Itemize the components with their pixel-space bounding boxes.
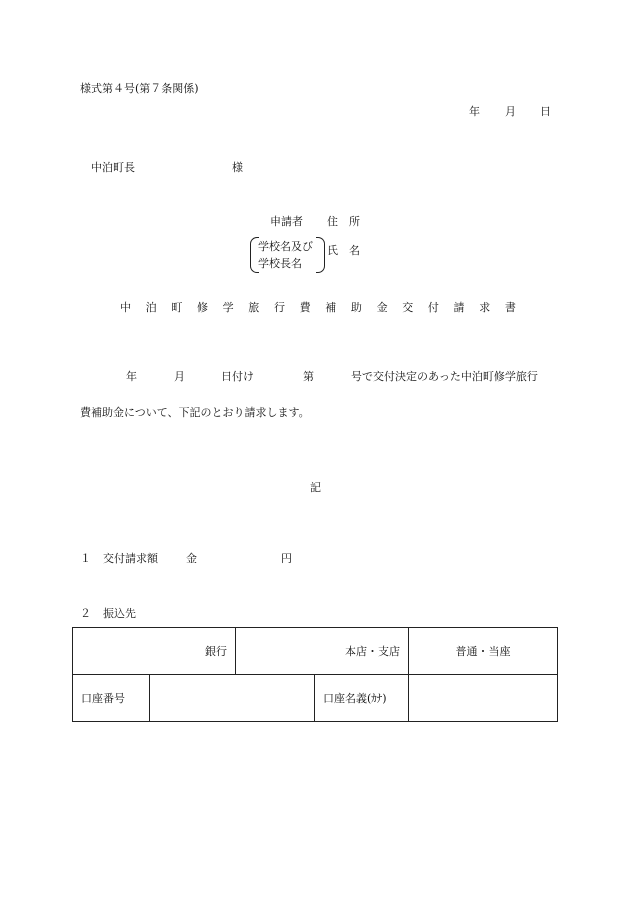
branch-cell[interactable]	[236, 628, 409, 675]
title-char: 行	[273, 301, 285, 314]
body-line1-rest: 号で交付決定のあった中泊町修学旅行	[351, 370, 538, 383]
title-char: 旅	[248, 301, 260, 314]
title-char: 町	[171, 301, 183, 314]
title-char: 中	[120, 301, 131, 314]
title-char: 費	[299, 301, 311, 314]
account-holder-label-cell	[315, 675, 409, 722]
item2-number: ２	[80, 607, 91, 620]
title-char: 金	[376, 301, 388, 314]
address-label: 住 所	[327, 215, 360, 228]
school-line2: 学校長名	[258, 257, 302, 270]
addressee-honorific: 様	[232, 161, 243, 174]
item1-yen: 円	[281, 552, 292, 565]
document-title	[120, 301, 516, 315]
applicant-label: 申請者	[270, 215, 303, 228]
account-number-label-cell	[73, 675, 150, 722]
item1-number: １	[80, 552, 91, 565]
table-row	[73, 675, 558, 722]
title-char: 補	[325, 301, 337, 314]
title-char: 泊	[145, 301, 157, 314]
title-char: 請	[453, 301, 465, 314]
title-char: 求	[479, 301, 491, 314]
bank-name-cell[interactable]	[73, 628, 236, 675]
school-line1: 学校名及び	[258, 240, 313, 253]
date-day: 日	[540, 105, 551, 118]
title-char: 助	[350, 301, 362, 314]
item1-label: 交付請求額	[103, 552, 158, 565]
account-number-label: 口座番号	[81, 692, 125, 705]
ki-heading: 記	[310, 481, 321, 494]
form-number: 様式第４号(第７条関係)	[80, 82, 199, 95]
title-char: 修	[196, 301, 208, 314]
account-number-value-cell[interactable]	[150, 675, 315, 722]
date-year: 年	[469, 105, 480, 118]
branch-label: 本店・支店	[345, 645, 400, 658]
account-type-cell[interactable]	[409, 628, 558, 675]
title-char: 書	[504, 301, 516, 314]
body-year: 年	[126, 370, 137, 383]
right-brace	[316, 237, 325, 273]
body-no-prefix: 第	[303, 370, 314, 383]
title-char: 交	[402, 301, 414, 314]
body-line2: 費補助金について、下記のとおり請求します。	[80, 406, 310, 419]
item2-label: 振込先	[103, 607, 136, 620]
bank-table	[72, 627, 558, 722]
addressee-name: 中泊町長	[91, 161, 135, 174]
account-holder-value-cell[interactable]	[409, 675, 558, 722]
table-row	[73, 628, 558, 675]
body-dated: 日付け	[221, 370, 254, 383]
bank-label: 銀行	[205, 645, 227, 658]
title-char: 学	[222, 301, 234, 314]
title-char: 付	[427, 301, 439, 314]
item1-kin: 金	[186, 552, 197, 565]
name-label: 氏 名	[327, 244, 360, 257]
account-holder-label: 口座名義(ｶﾅ)	[323, 692, 387, 705]
body-month: 月	[174, 370, 185, 383]
account-type-label: 普通・当座	[455, 645, 511, 658]
date-month: 月	[505, 105, 516, 118]
